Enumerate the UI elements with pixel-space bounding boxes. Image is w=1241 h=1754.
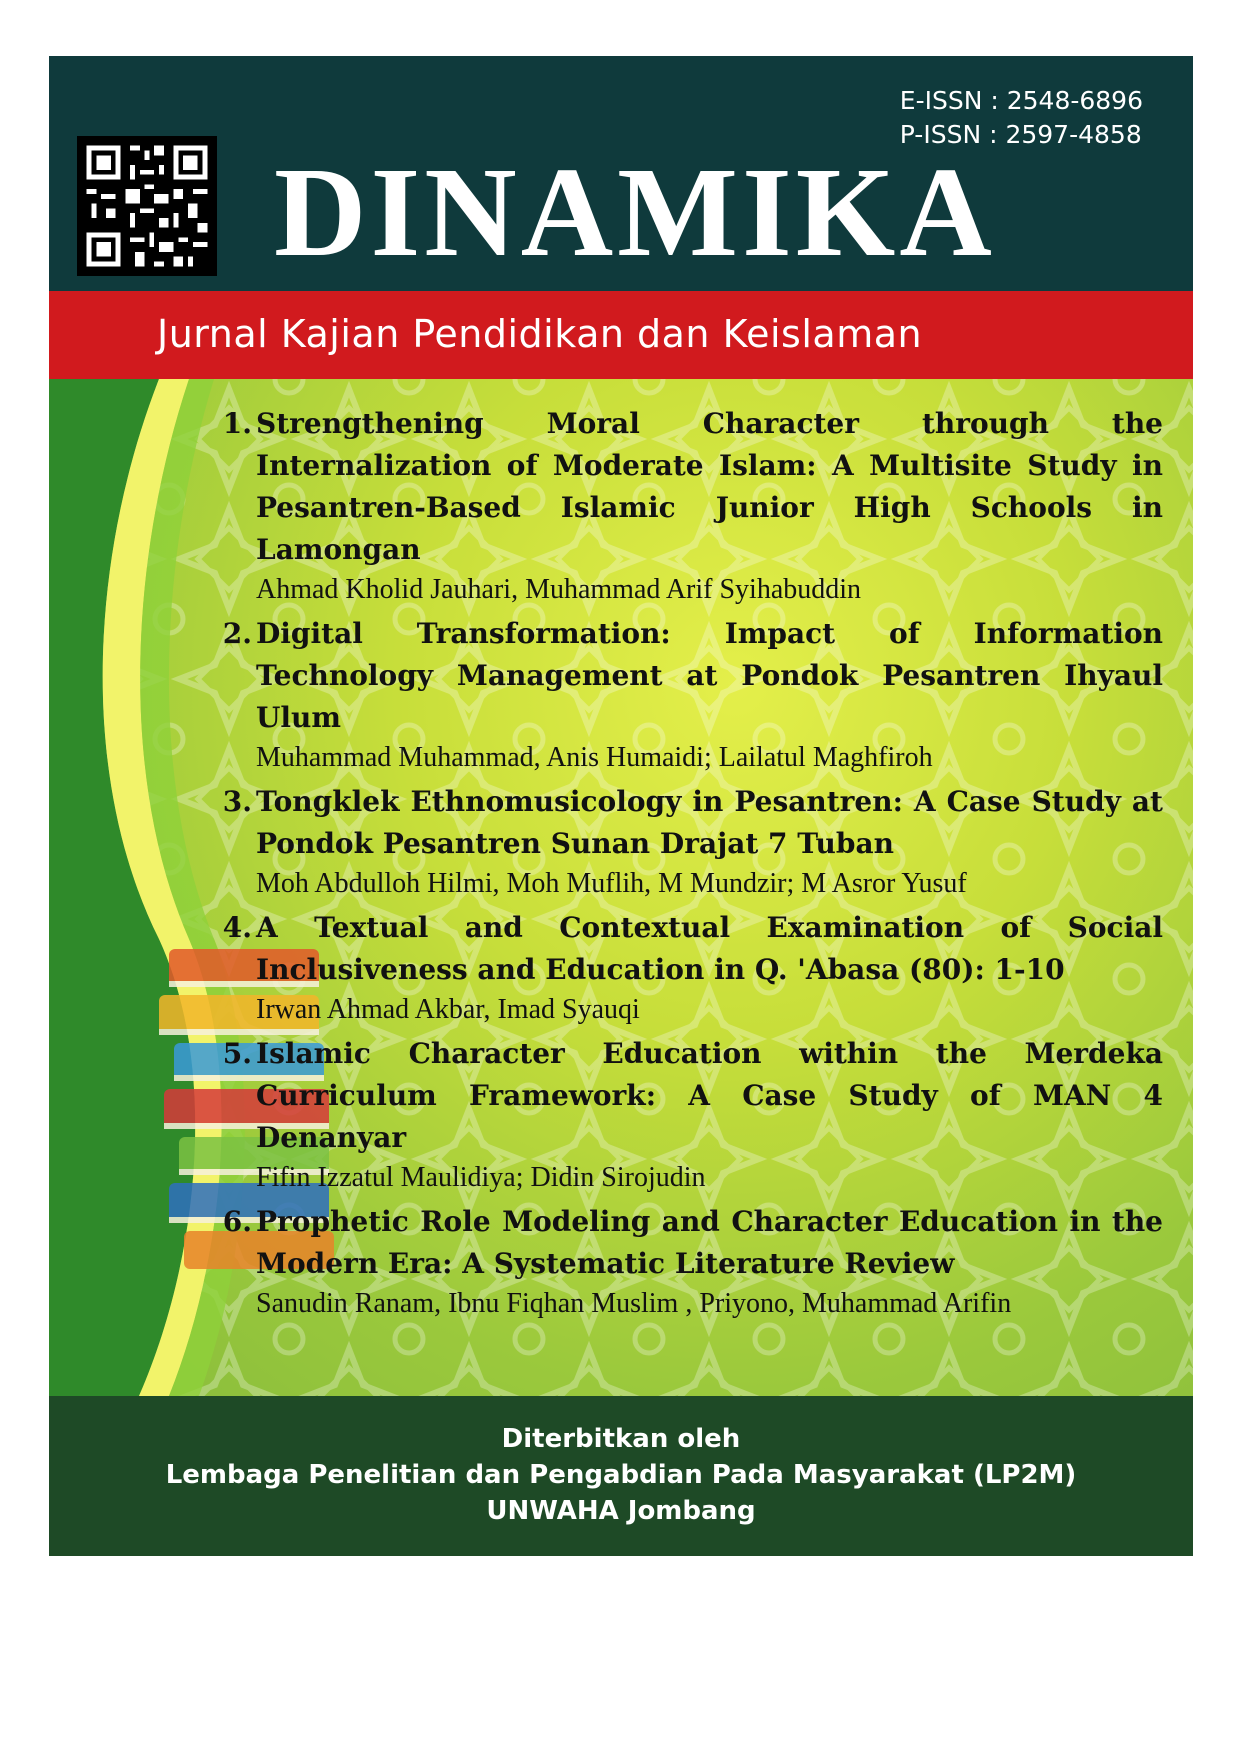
article-authors: Muhammad Muhammad, Anis Humaidi; Lailatul Maghfiroh [256, 742, 933, 773]
eissn-text: E-ISSN : 2548-6896 [899, 86, 1143, 115]
article-title: A Textual and Contextual Examination of Social Inclusiveness and Education in Q. 'Abasa (80): 1-10 [256, 911, 1163, 986]
journal-subtitle: Jurnal Kajian Pendidikan dan Keislaman [157, 312, 923, 356]
qr-code-icon [77, 136, 217, 276]
article-title: Prophetic Role Modeling and Character Education in the Modern Era: A Systematic Literature Review [256, 1205, 1163, 1280]
publisher-label: Diterbitkan oleh [501, 1424, 741, 1454]
article-title: Strengthening Moral Character through the Internalization of Moderate Islam: A Multisite Study in Pesantren-Based Islamic Junior High Schools in Lamongan [256, 407, 1163, 566]
article-list [204, 403, 1193, 1327]
journal-title: DINAMIKA [274, 141, 996, 283]
article-authors: Fifin Izzatul Maulidiya; Didin Sirojudin [256, 1162, 706, 1193]
journal-cover [49, 56, 1193, 1556]
publisher-institution: UNWAHA Jombang [486, 1496, 756, 1526]
article-item-2[interactable] [204, 613, 1193, 777]
articles-panel [49, 379, 1193, 1396]
article-number: 1. [222, 407, 252, 440]
article-item-3[interactable] [204, 781, 1193, 903]
subtitle-bar [49, 291, 1193, 379]
publisher-name: Lembaga Penelitian dan Pengabdian Pada Masyarakat (LP2M) [165, 1460, 1077, 1490]
article-title: Digital Transformation: Impact of Information Technology Management at Pondok Pesantren Ihyaul Ulum [256, 617, 1163, 734]
article-authors: Irwan Ahmad Akbar, Imad Syauqi [256, 994, 640, 1025]
publisher-footer [49, 1396, 1193, 1556]
article-authors: Sanudin Ranam, Ibnu Fiqhan Muslim , Priyono, Muhammad Arifin [256, 1288, 1012, 1319]
article-number: 3. [222, 785, 252, 818]
article-number: 6. [222, 1205, 252, 1238]
article-item-5[interactable] [204, 1033, 1193, 1197]
pissn-text: P-ISSN : 2597-4858 [899, 120, 1142, 149]
article-authors: Ahmad Kholid Jauhari, Muhammad Arif Syihabuddin [256, 574, 862, 605]
article-item-1[interactable] [204, 403, 1193, 609]
article-title: Tongklek Ethnomusicology in Pesantren: A Case Study at Pondok Pesantren Sunan Drajat 7 Tuban [256, 785, 1163, 860]
cover-header [49, 56, 1193, 291]
article-item-6[interactable] [204, 1201, 1193, 1323]
article-authors: Moh Abdulloh Hilmi, Moh Muflih, M Mundzir; M Asror Yusuf [256, 868, 967, 899]
article-item-4[interactable] [204, 907, 1193, 1029]
article-number: 5. [222, 1037, 252, 1070]
article-number: 4. [222, 911, 252, 944]
article-number: 2. [222, 617, 252, 650]
article-title: Islamic Character Education within the Merdeka Curriculum Framework: A Case Study of MAN 4 Denanyar [256, 1037, 1163, 1154]
